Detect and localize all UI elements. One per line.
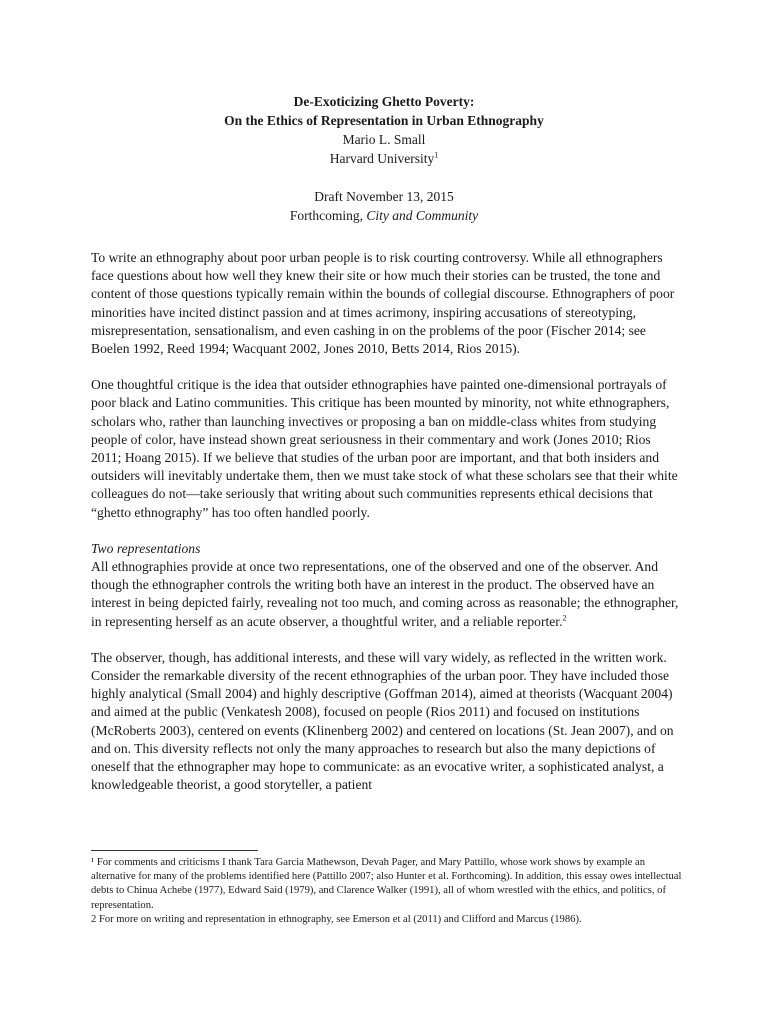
footnote-divider xyxy=(91,850,258,851)
author-affiliation xyxy=(0,149,768,168)
forthcoming-label: Forthcoming, xyxy=(289,208,367,223)
paragraph-4: The observer, though, has additional interests, and these will vary widely, as reflected in the written work. Consider the remarkable diversity of the recent ethnographies of the urban poor. They have included those highly analytical (Small 2004) and highly descriptive (Goffman 2014), aimed at theorists (Wacquant 2004) and aimed at the public (Venkatesh 2008), focused on people (Rios 2011) and focused on institutions (McRoberts 2003), centered on events (Klinenberg 2002) and centered on locations (St. Jean 2007), and on and on. This diversity reflects not only the many approaches to research but also the many depictions of oneself that the ethnographer may hope to communicate: as an evocative writer, a sophisticated analyst, a knowledgeable theorist, a good storyteller, a patient xyxy=(91,649,674,793)
affiliation-text: Harvard University xyxy=(329,151,435,166)
footnotes xyxy=(91,856,683,927)
footnote-ref-1: 1 xyxy=(434,150,439,160)
publication-status xyxy=(0,206,768,225)
paper-title-line-1: De-Exoticizing Ghetto Poverty: xyxy=(293,94,475,109)
paragraph-3-text: All ethnographies provide at once two representations, one of the observed and one of the observer. And though the ethnographer controls the writing both have an interest in the product. The observed have an interest in being depicted fairly, revealing not too much, and coming across as reasonable; the ethnographer, in representing herself as an acute observer, a thoughtful writer, and a reliable reporter. xyxy=(91,559,679,629)
journal-name: City and Community xyxy=(366,208,479,223)
paper-header xyxy=(0,92,768,225)
paragraph-2: One thoughtful critique is the idea that outsider ethnographies have painted one-dimensional portrayals of poor black and Latino communities. This critique has been mounted by minority, not white ethnographers, scholars who, rather than launching invectives or proposing a ban on middle-class whites from studying people of color, have instead shown great seriousness in their commentary and work (Jones 2010; Rios 2011; Hoang 2015). If we believe that studies of the urban poor are important, and that both insiders and outsiders will inevitably undertake them, then we must take stock of what these scholars see that their white colleagues do not—take seriously that writing about such communities represents ethical decisions that “ghetto ethnography” has too often handled poorly. xyxy=(91,377,678,520)
footnote-1: ¹ For comments and criticisms I thank Tara Garcia Mathewson, Devah Pager, and Mary Pattillo, whose work shows by example an alternative for many of the problems identified here (Pattillo 2007; also Hunter et al. Forthcoming). In addition, this essay owes intellectual debts to Chinua Achebe (1977), Edward Said (1979), and Clarence Walker (1991), all of whom wrestled with the ethics, and politics, of representation. xyxy=(91,857,682,911)
footnote-2: 2 For more on writing and representation in ethnography, see Emerson et al (2011) and Clifford and Marcus (1986). xyxy=(91,913,582,925)
paragraph-1: To write an ethnography about poor urban people is to risk courting controversy. While all ethnographers face questions about how well they knew their site or how much their stories can be trusted, the tone and content of those questions typically remain within the bounds of collegial discourse. Ethnographers of poor minorities have incited distinct passion and at times acrimony, inspiring accusations of stereotyping, misrepresentation, sensationalism, and even cashing in on the problems of the poor (Fischer 2014; see Boelen 1992, Reed 1994; Wacquant 2002, Jones 2010, Betts 2014, Rios 2015). xyxy=(91,250,675,357)
paper-title-line-2: On the Ethics of Representation in Urban Ethnography xyxy=(224,113,544,128)
footnote-ref-2: 2 xyxy=(562,613,567,623)
draft-date: Draft November 13, 2015 xyxy=(314,189,454,204)
paragraph-3 xyxy=(91,540,683,631)
author-name: Mario L. Small xyxy=(342,132,426,147)
section-heading: Two representations xyxy=(91,540,201,556)
body-text xyxy=(91,249,683,812)
